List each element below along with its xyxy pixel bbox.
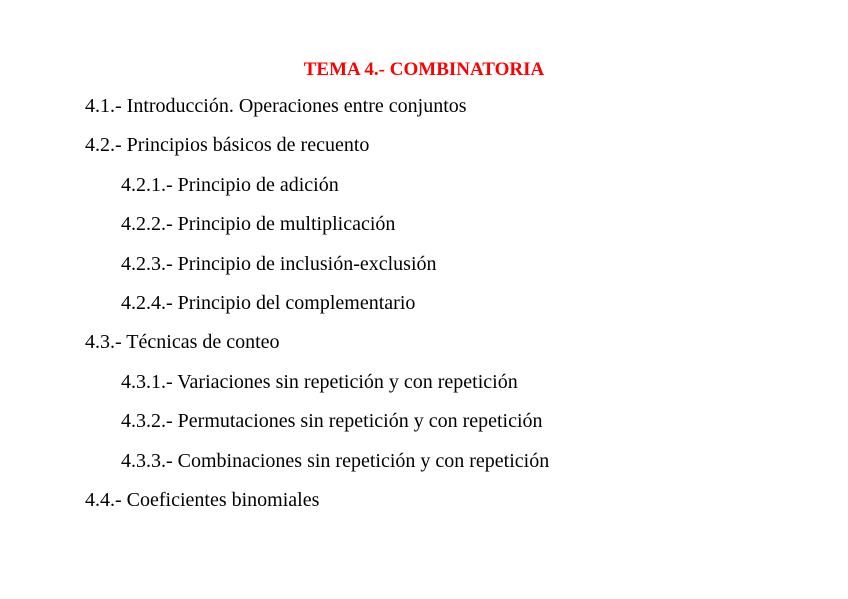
toc-section-4-4: 4.4.- Coeficientes binomiales <box>85 488 320 511</box>
toc-subsection-4-2-2: 4.2.2.- Principio de multiplicación <box>121 213 396 236</box>
toc-subsection-4-2-3: 4.2.3.- Principio de inclusión-exclusión <box>121 252 437 275</box>
toc-section-4-1: 4.1.- Introducción. Operaciones entre conjuntos <box>85 95 467 117</box>
document-title: TEMA 4.- COMBINATORIA <box>303 59 545 80</box>
table-of-contents <box>0 93 848 526</box>
toc-subsection-4-2-4: 4.2.4.- Principio del complementario <box>121 291 416 314</box>
toc-subsection-4-2-1: 4.2.1.- Principio de adición <box>121 173 339 196</box>
toc-subsection-4-3-2: 4.3.2.- Permutaciones sin repetición y con repetición <box>121 410 543 433</box>
toc-subsection-4-3-1: 4.3.1.- Variaciones sin repetición y con repetición <box>121 370 518 393</box>
toc-subsection-4-3-3: 4.3.3.- Combinaciones sin repetición y con repetición <box>121 449 550 472</box>
toc-section-4-3: 4.3.- Técnicas de conteo <box>85 331 280 354</box>
toc-section-4-2: 4.2.- Principios básicos de recuento <box>85 134 370 157</box>
